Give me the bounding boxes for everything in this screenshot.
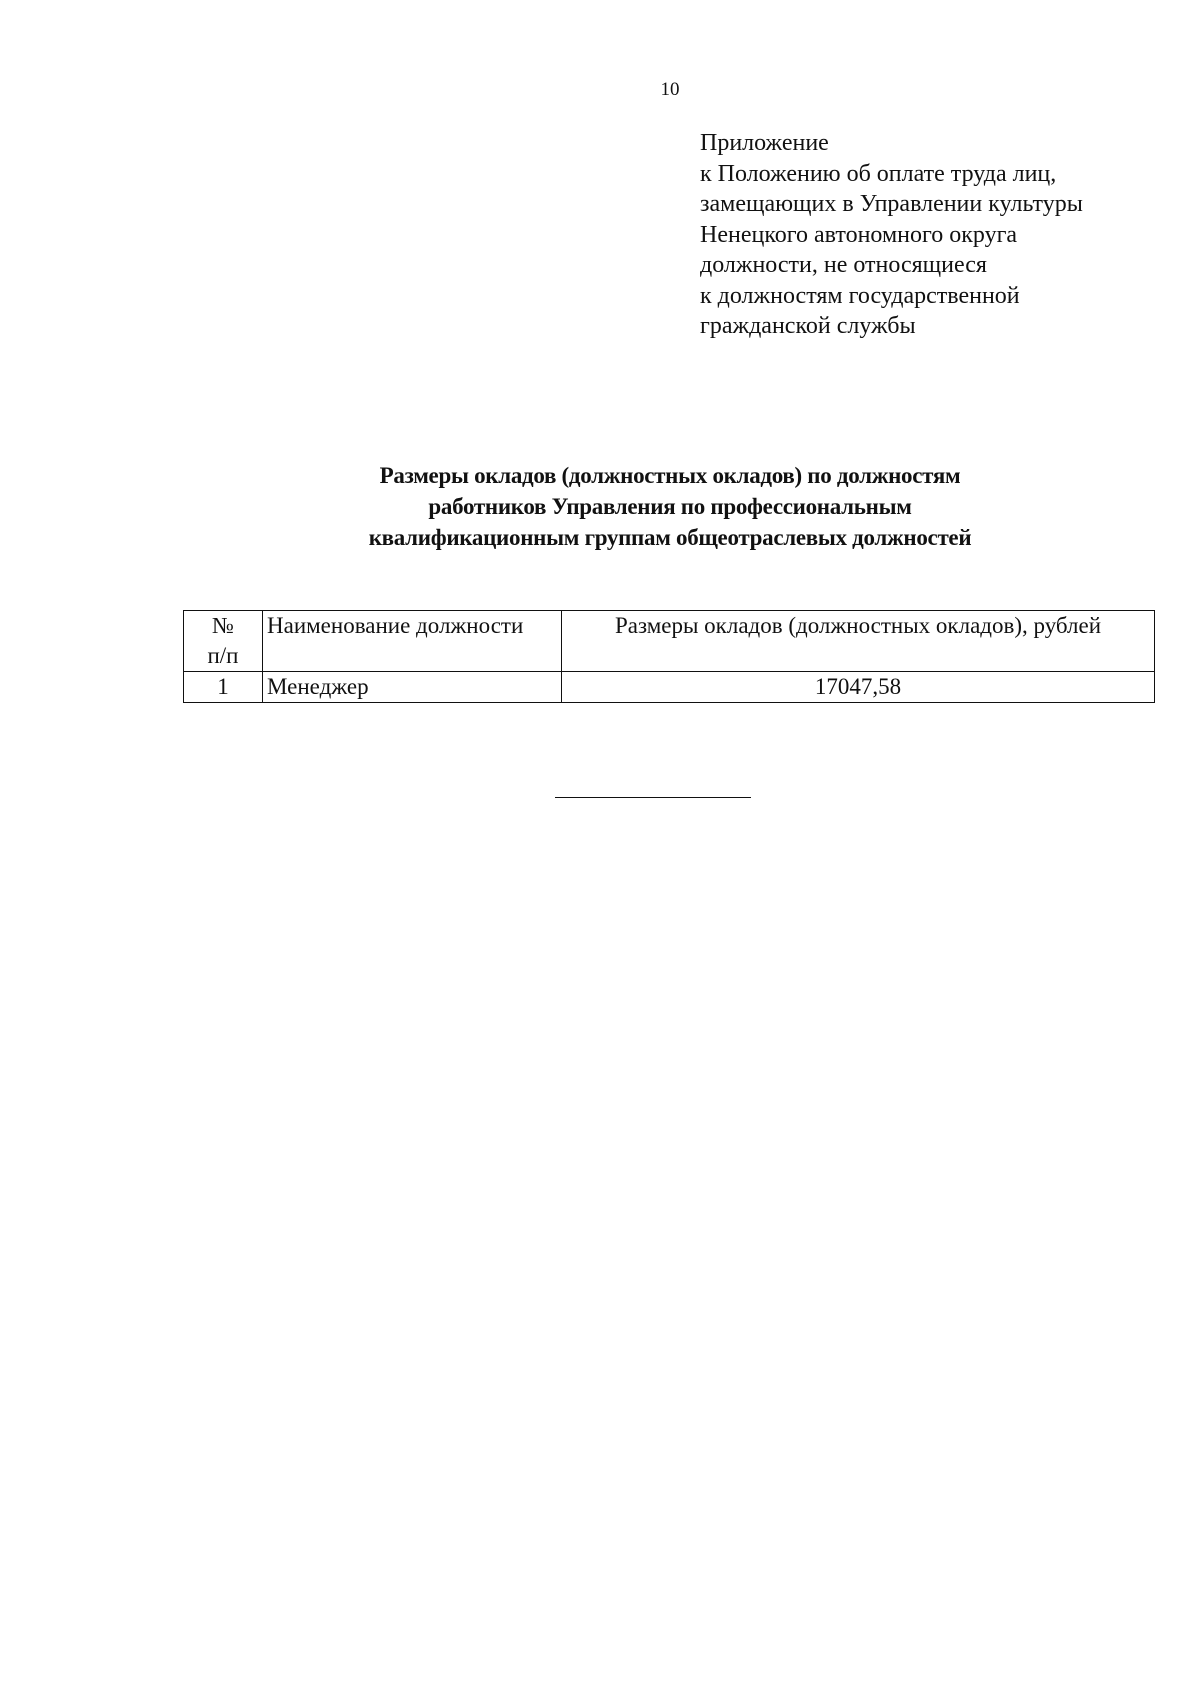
title-line: работников Управления по профессиональным (428, 494, 912, 519)
appendix-line: Ненецкого автономного округа (700, 221, 1018, 248)
title-line: квалификационным группам общеотраслевых должностей (368, 525, 972, 550)
closing-separator-line (555, 797, 751, 798)
header-salary-size: Размеры окладов (должностных окладов), рублей (562, 611, 1155, 672)
header-number-symbol: № (212, 613, 234, 638)
row-position-name-cell: Менеджер (263, 672, 562, 703)
appendix-line: Приложение (700, 130, 829, 156)
page-number: 10 (660, 79, 680, 100)
document-title (280, 460, 1060, 553)
row-salary-cell: 17047,58 (562, 672, 1155, 703)
appendix-line: гражданской службы (700, 313, 916, 339)
row-number-cell: 1 (184, 672, 263, 703)
appendix-line: должности, не относящиеся (700, 252, 987, 278)
table-header-row (184, 611, 1155, 672)
appendix-line: к должностям государственной (700, 282, 1020, 309)
table-row (184, 672, 1155, 703)
header-number-abbr: п/п (207, 643, 239, 668)
salary-table (183, 610, 1155, 703)
appendix-line: замещающих в Управлении культуры (700, 191, 1083, 217)
appendix-note (700, 128, 1170, 342)
header-number-cell (184, 611, 263, 672)
title-line: Размеры окладов (должностных окладов) по должностям (379, 463, 961, 488)
header-position-name: Наименование должности (263, 611, 562, 672)
appendix-line: к Положению об оплате труда лиц, (700, 160, 1057, 187)
